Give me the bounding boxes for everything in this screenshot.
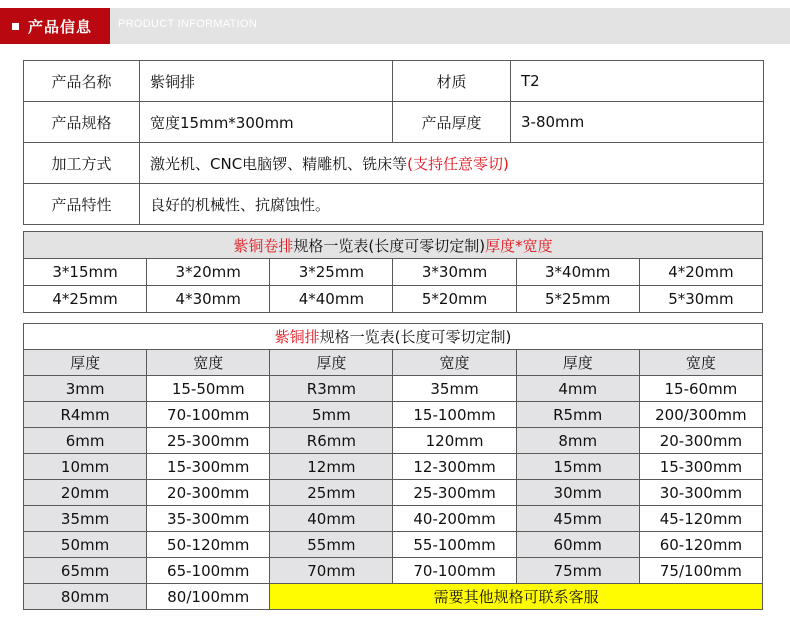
- thickness-cell: 45mm: [516, 506, 639, 532]
- title-red-2: 厚度*宽度: [485, 236, 553, 255]
- width-cell: 60-120mm: [639, 532, 762, 558]
- table-cell: 4*25mm: [24, 286, 147, 313]
- title-red-1: 紫铜卷排: [233, 236, 294, 255]
- bar-table-body: [24, 376, 763, 584]
- product-info-table: [23, 60, 764, 225]
- width-cell: 15-100mm: [393, 402, 516, 428]
- thickness-cell: 3mm: [24, 376, 147, 402]
- thickness-cell: 25mm: [270, 480, 393, 506]
- table-row: [24, 558, 763, 584]
- width-cell: 45-120mm: [639, 506, 762, 532]
- width-cell: 20-300mm: [147, 480, 270, 506]
- table-row: [24, 61, 764, 102]
- column-header: 厚度: [270, 350, 393, 376]
- label-cell: 加工方式: [24, 143, 140, 184]
- width-cell: 120mm: [393, 428, 516, 454]
- width-cell: 30-300mm: [639, 480, 762, 506]
- table-row: [24, 286, 763, 313]
- thickness-cell: 70mm: [270, 558, 393, 584]
- title-red: 紫铜排: [274, 328, 320, 346]
- thickness-cell: 80mm: [24, 584, 147, 610]
- thickness-cell: 50mm: [24, 532, 147, 558]
- table-cell: 4*30mm: [147, 286, 270, 313]
- thickness-cell: 6mm: [24, 428, 147, 454]
- width-cell: 25-300mm: [147, 428, 270, 454]
- thickness-cell: 4mm: [516, 376, 639, 402]
- table-title: [24, 324, 763, 350]
- column-header: 厚度: [24, 350, 147, 376]
- value-cell: 宽度15mm*300mm: [140, 102, 393, 143]
- width-cell: 200/300mm: [639, 402, 762, 428]
- width-cell: 15-300mm: [147, 454, 270, 480]
- label-cell: 产品特性: [24, 184, 140, 225]
- thickness-cell: 60mm: [516, 532, 639, 558]
- section-header: [0, 8, 790, 44]
- width-cell: 80/100mm: [147, 584, 270, 610]
- table-row: [24, 376, 763, 402]
- width-cell: 70-100mm: [147, 402, 270, 428]
- table-row: [24, 259, 763, 286]
- table-row: [24, 184, 764, 225]
- value-cell: 3-80mm: [511, 102, 764, 143]
- title-black: 规格一览表(长度可零切定制): [319, 328, 512, 346]
- width-cell: 75/100mm: [639, 558, 762, 584]
- thickness-cell: 30mm: [516, 480, 639, 506]
- thickness-cell: R6mm: [270, 428, 393, 454]
- thickness-cell: 15mm: [516, 454, 639, 480]
- table-row: [24, 143, 764, 184]
- thickness-cell: 8mm: [516, 428, 639, 454]
- thickness-cell: R4mm: [24, 402, 147, 428]
- table-row: [24, 102, 764, 143]
- section-header-tab: [0, 8, 110, 44]
- table-row: [24, 428, 763, 454]
- table-row: [24, 480, 763, 506]
- width-cell: 40-200mm: [393, 506, 516, 532]
- width-cell: 55-100mm: [393, 532, 516, 558]
- width-cell: 35mm: [393, 376, 516, 402]
- table-header-row: [24, 350, 763, 376]
- table-row: [24, 506, 763, 532]
- table-cell: 5*20mm: [393, 286, 516, 313]
- table-cell: 3*15mm: [24, 259, 147, 286]
- width-cell: 15-60mm: [639, 376, 762, 402]
- thickness-cell: 10mm: [24, 454, 147, 480]
- thickness-cell: 65mm: [24, 558, 147, 584]
- label-cell: 材质: [393, 61, 511, 102]
- contact-note: 需要其他规格可联系客服: [270, 584, 763, 610]
- table-cell: 3*25mm: [270, 259, 393, 286]
- roll-spec-table: [23, 231, 763, 313]
- width-cell: 15-50mm: [147, 376, 270, 402]
- table-row: [24, 454, 763, 480]
- section-title: 产品信息: [28, 17, 93, 36]
- thickness-cell: 20mm: [24, 480, 147, 506]
- thickness-cell: 55mm: [270, 532, 393, 558]
- table-cell: 4*40mm: [270, 286, 393, 313]
- table-row: [24, 584, 763, 610]
- process-note: (支持任意零切): [407, 154, 509, 173]
- process-text: 激光机、CNC电脑锣、精雕机、铣床等: [150, 154, 408, 173]
- value-cell: [140, 143, 764, 184]
- thickness-cell: 75mm: [516, 558, 639, 584]
- width-cell: 50-120mm: [147, 532, 270, 558]
- table-title-row: [24, 324, 763, 350]
- value-cell: 良好的机械性、抗腐蚀性。: [140, 184, 764, 225]
- thickness-cell: 5mm: [270, 402, 393, 428]
- table-cell: 3*20mm: [147, 259, 270, 286]
- table-row: [24, 402, 763, 428]
- column-header: 宽度: [393, 350, 516, 376]
- table-cell: 5*30mm: [639, 286, 762, 313]
- table-title: [24, 232, 763, 259]
- width-cell: 20-300mm: [639, 428, 762, 454]
- width-cell: 12-300mm: [393, 454, 516, 480]
- thickness-cell: R5mm: [516, 402, 639, 428]
- table-title-row: [24, 232, 763, 259]
- width-cell: 25-300mm: [393, 480, 516, 506]
- label-cell: 产品名称: [24, 61, 140, 102]
- width-cell: 65-100mm: [147, 558, 270, 584]
- width-cell: 70-100mm: [393, 558, 516, 584]
- table-cell: 4*20mm: [639, 259, 762, 286]
- thickness-cell: 35mm: [24, 506, 147, 532]
- table-cell: 3*40mm: [516, 259, 639, 286]
- table-cell: 3*30mm: [393, 259, 516, 286]
- thickness-cell: R3mm: [270, 376, 393, 402]
- column-header: 厚度: [516, 350, 639, 376]
- width-cell: 15-300mm: [639, 454, 762, 480]
- thickness-cell: 40mm: [270, 506, 393, 532]
- section-subtitle: PRODUCT INFORMATION: [118, 18, 258, 30]
- title-black: 规格一览表(长度可零切定制): [293, 236, 486, 255]
- value-cell: T2: [511, 61, 764, 102]
- column-header: 宽度: [147, 350, 270, 376]
- table-cell: 5*25mm: [516, 286, 639, 313]
- square-bullet-icon: [12, 23, 19, 30]
- column-header: 宽度: [639, 350, 762, 376]
- label-cell: 产品规格: [24, 102, 140, 143]
- width-cell: 35-300mm: [147, 506, 270, 532]
- thickness-cell: 12mm: [270, 454, 393, 480]
- table-row: [24, 532, 763, 558]
- bar-spec-table: [23, 323, 763, 610]
- value-cell: 紫铜排: [140, 61, 393, 102]
- label-cell: 产品厚度: [393, 102, 511, 143]
